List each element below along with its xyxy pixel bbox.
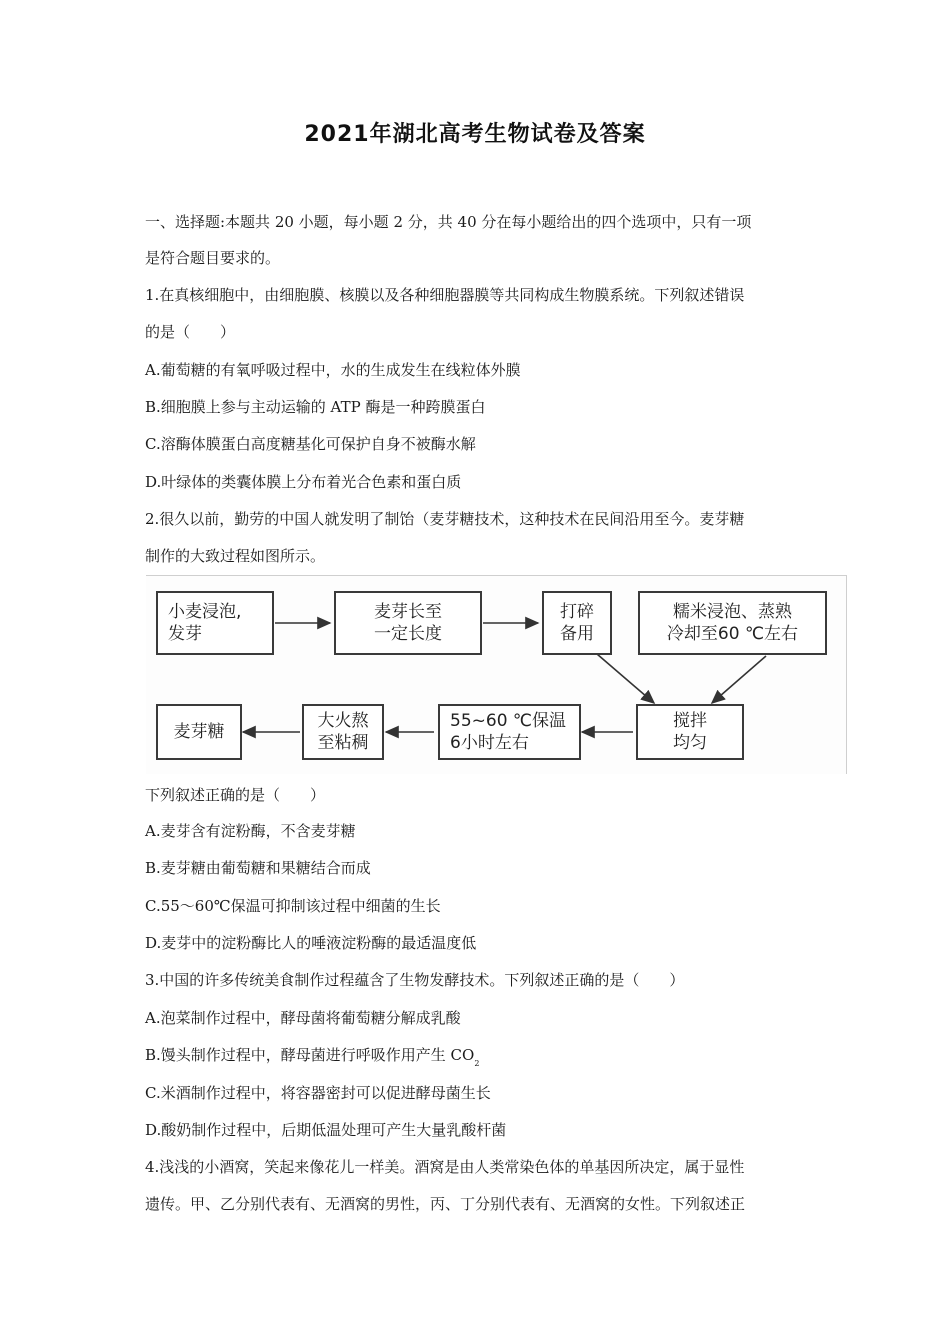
step-maltose-label: 麦芽糖	[173, 722, 225, 742]
q3-option-c: C.米酒制作过程中，将容器密封可以促进酵母菌生长	[145, 1084, 491, 1102]
q3-option-b-subscript: 2	[474, 1059, 480, 1068]
step-stir-line1: 搅拌	[673, 711, 707, 731]
step-incubate-box	[438, 704, 581, 760]
q2-option-d: D.麦芽中的淀粉酶比人的唾液淀粉酶的最适温度低	[145, 934, 477, 952]
step-stir-line2: 均匀	[673, 733, 707, 753]
step-crush-line2: 备用	[560, 624, 594, 644]
step-crush-line1: 打碎	[560, 602, 594, 622]
q4-stem-line1: 4.浅浅的小酒窝，笑起来像花儿一样美。酒窝是由人类常染色体的单基因所决定，属于显性	[145, 1158, 745, 1176]
page-title: 2021年湖北高考生物试卷及答案	[304, 122, 646, 147]
step-soak-wheat-line2: 发芽	[168, 624, 202, 644]
q1-stem-line1: 1.在真核细胞中，由细胞膜、核膜以及各种细胞器膜等共同构成生物膜系统。下列叙述错误	[145, 286, 745, 304]
step-soak-wheat-box	[156, 591, 274, 655]
step-boil-line1: 大火熬	[317, 711, 369, 731]
q3-option-b-text: B.馒头制作过程中，酵母菌进行呼吸作用产生 CO	[145, 1046, 475, 1064]
step-incubate-line1: 55~60 ℃保温	[450, 711, 567, 731]
q1-option-d: D.叶绿体的类囊体膜上分布着光合色素和蛋白质	[145, 473, 462, 491]
q3-option-a: A.泡菜制作过程中，酵母菌将葡萄糖分解成乳酸	[145, 1009, 461, 1027]
q1-stem-line2: 的是（ ）	[145, 323, 236, 341]
step-malt-grow-line2: 一定长度	[374, 624, 442, 644]
q2-option-b: B.麦芽糖由葡萄糖和果糖结合而成	[145, 859, 371, 877]
q2-option-c: C.55～60℃保温可抑制该过程中细菌的生长	[145, 897, 441, 915]
q3-stem: 3.中国的许多传统美食制作过程蕴含了生物发酵技术。下列叙述正确的是（ ）	[145, 971, 685, 989]
step-rice-line2: 冷却至60 ℃左右	[666, 624, 799, 644]
step-stir-box	[636, 704, 744, 760]
q1-option-c: C.溶酶体膜蛋白高度糖基化可保护自身不被酶水解	[145, 435, 476, 453]
q2-stem-line1: 2.很久以前，勤劳的中国人就发明了制饴（麦芽糖技术，这种技术在民间沿用至今。麦芽糖	[145, 510, 745, 528]
section-instructions-line1: 一、选择题:本题共 20 小题，每小题 2 分，共 40 分在每小题给出的四个选项中，只有一项	[145, 213, 752, 231]
arrow-3-to-5	[597, 654, 654, 703]
step-rice-line1: 糯米浸泡、蒸熟	[673, 602, 792, 622]
step-rice-box	[638, 591, 827, 655]
q1-option-b: B.细胞膜上参与主动运输的 ATP 酶是一种跨膜蛋白	[145, 398, 486, 416]
q2-option-a: A.麦芽含有淀粉酶，不含麦芽糖	[145, 822, 356, 840]
q4-stem-line2: 遗传。甲、乙分别代表有、无酒窝的男性，丙、丁分别代表有、无酒窝的女性。下列叙述正	[145, 1195, 746, 1213]
arrow-4-to-5	[712, 656, 766, 703]
step-malt-grow-line1: 麦芽长至	[374, 602, 442, 622]
maltose-process-flowchart	[146, 575, 847, 774]
step-soak-wheat-line1: 小麦浸泡,	[168, 602, 242, 622]
q2-stem-line3: 下列叙述正确的是（ ）	[145, 786, 326, 804]
step-crush-box	[542, 591, 612, 655]
step-malt-grow-box	[334, 591, 482, 655]
q3-option-d: D.酸奶制作过程中，后期低温处理可产生大量乳酸杆菌	[145, 1121, 507, 1139]
q2-stem-line2: 制作的大致过程如图所示。	[145, 547, 326, 565]
q1-option-a: A.葡萄糖的有氧呼吸过程中，水的生成发生在线粒体外膜	[145, 361, 521, 379]
section-instructions-line2: 是符合题目要求的。	[145, 249, 281, 267]
step-maltose-box	[156, 704, 242, 760]
step-boil-line2: 至粘稠	[317, 733, 369, 753]
step-incubate-line2: 6小时左右	[450, 733, 529, 753]
step-boil-box	[302, 704, 384, 760]
q3-option-b	[145, 1045, 479, 1074]
